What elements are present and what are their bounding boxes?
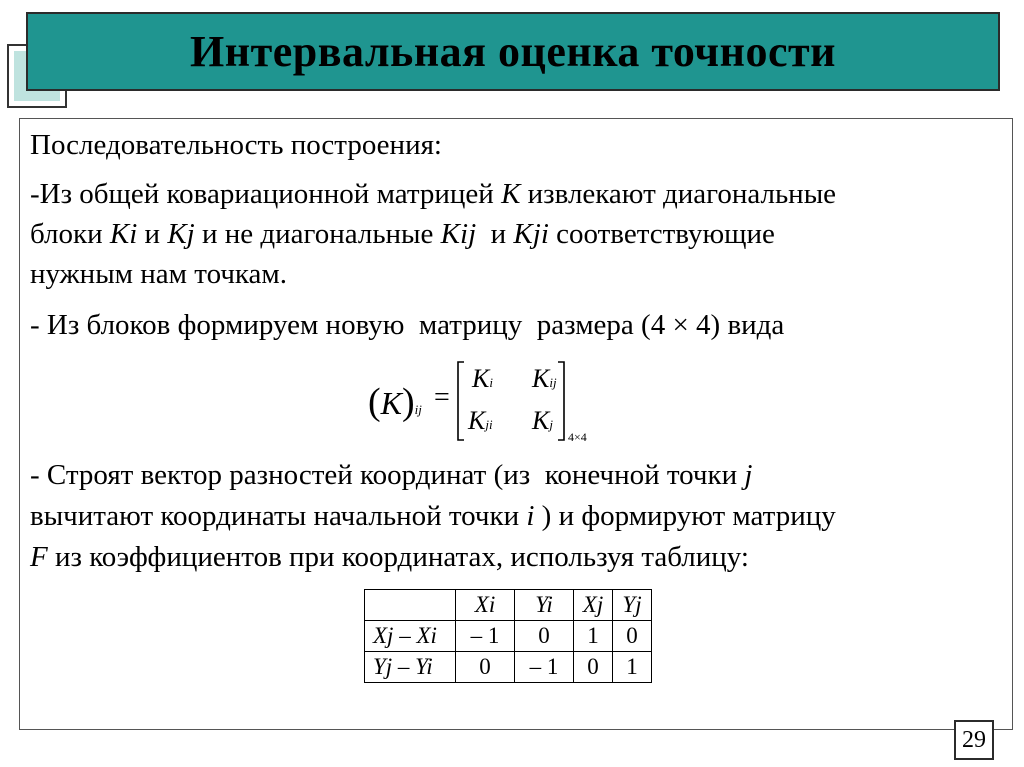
cell-var: K (532, 364, 550, 393)
table-row (365, 652, 652, 683)
equals-sign: = (434, 382, 450, 413)
text-segment: вычитают координаты начальной точки (30, 500, 527, 532)
step3-line3 (30, 537, 749, 577)
cell-var: K (468, 406, 486, 435)
coefficient-table (364, 589, 652, 683)
paren-close: ) (402, 381, 415, 423)
text-segment: -Из общей ковариационной матрицей (30, 178, 502, 210)
slide-title: Интервальная оценка точности (190, 27, 836, 76)
formula-lhs (368, 380, 422, 424)
step1-line1 (30, 174, 836, 214)
paren-open: ( (368, 381, 381, 423)
table-cell: – 1 (515, 652, 574, 683)
text-segment: и (137, 218, 168, 250)
matrix-k: K (501, 178, 521, 210)
table-header-row (365, 590, 652, 621)
table-cell: 0 (613, 621, 652, 652)
sequence-heading: Последовательность построения: (30, 129, 442, 161)
table-header-cell (365, 590, 456, 621)
table-cell: 1 (613, 652, 652, 683)
step2-line: - Из блоков формируем новую матрицу размера (4 × 4) вида (30, 309, 785, 341)
matrix-cell-21 (468, 406, 493, 436)
text-segment: извлекают диагональные (520, 178, 837, 210)
block-kji: Kji (513, 218, 549, 250)
page-number: 29 (954, 720, 994, 760)
table-cell: 0 (515, 621, 574, 652)
lhs-subscript: ij (414, 402, 422, 417)
block-kij: Kij (440, 218, 477, 250)
cell-sub: ji (485, 417, 493, 432)
cell-sub: ij (549, 375, 557, 390)
cell-sub: j (549, 417, 553, 432)
table-cell: 0 (574, 652, 613, 683)
point-j: j (744, 459, 753, 491)
block-ki: Ki (109, 218, 138, 250)
right-bracket (558, 362, 564, 440)
table-header-cell: Yi (515, 590, 574, 621)
step1-line3: нужным нам точкам. (30, 258, 288, 290)
matrix-cell-12 (532, 364, 557, 394)
step3-line2 (30, 496, 836, 536)
block-kj: Kj (167, 218, 195, 250)
table-header-cell: Yj (613, 590, 652, 621)
table-header-cell: Xi (456, 590, 515, 621)
matrix-cell-11 (472, 364, 493, 394)
text-segment: - Строят вектор разностей координат (из конечной точки (30, 459, 745, 491)
text-segment: ) и формируют матрицу (534, 500, 836, 532)
table-row (365, 621, 652, 652)
text-segment: из коэффициентов при координатах, используя таблицу: (47, 541, 749, 573)
matrix-cell-22 (532, 406, 553, 436)
text-segment: блоки (30, 218, 110, 250)
left-bracket (458, 362, 464, 440)
table-cell: – 1 (456, 621, 515, 652)
table-cell: 0 (456, 652, 515, 683)
table-cell: 1 (574, 621, 613, 652)
cell-sub: i (489, 375, 493, 390)
title-bar (26, 12, 1000, 91)
table-header-cell: Xj (574, 590, 613, 621)
table-row-label: Xj – Xi (365, 621, 456, 652)
text-segment: и не диагональные (194, 218, 441, 250)
step1-line2 (30, 214, 775, 254)
lhs-variable: K (380, 385, 402, 421)
text-segment: и (476, 218, 514, 250)
matrix-size: 4×4 (568, 430, 587, 444)
text-segment: соответствующие (548, 218, 775, 250)
step3-line1 (30, 455, 752, 495)
cell-var: K (532, 406, 550, 435)
matrix-formula (368, 360, 618, 450)
point-i: i (526, 500, 535, 532)
table-row-label: Yj – Yi (365, 652, 456, 683)
matrix-f: F (30, 541, 48, 573)
cell-var: K (472, 364, 490, 393)
